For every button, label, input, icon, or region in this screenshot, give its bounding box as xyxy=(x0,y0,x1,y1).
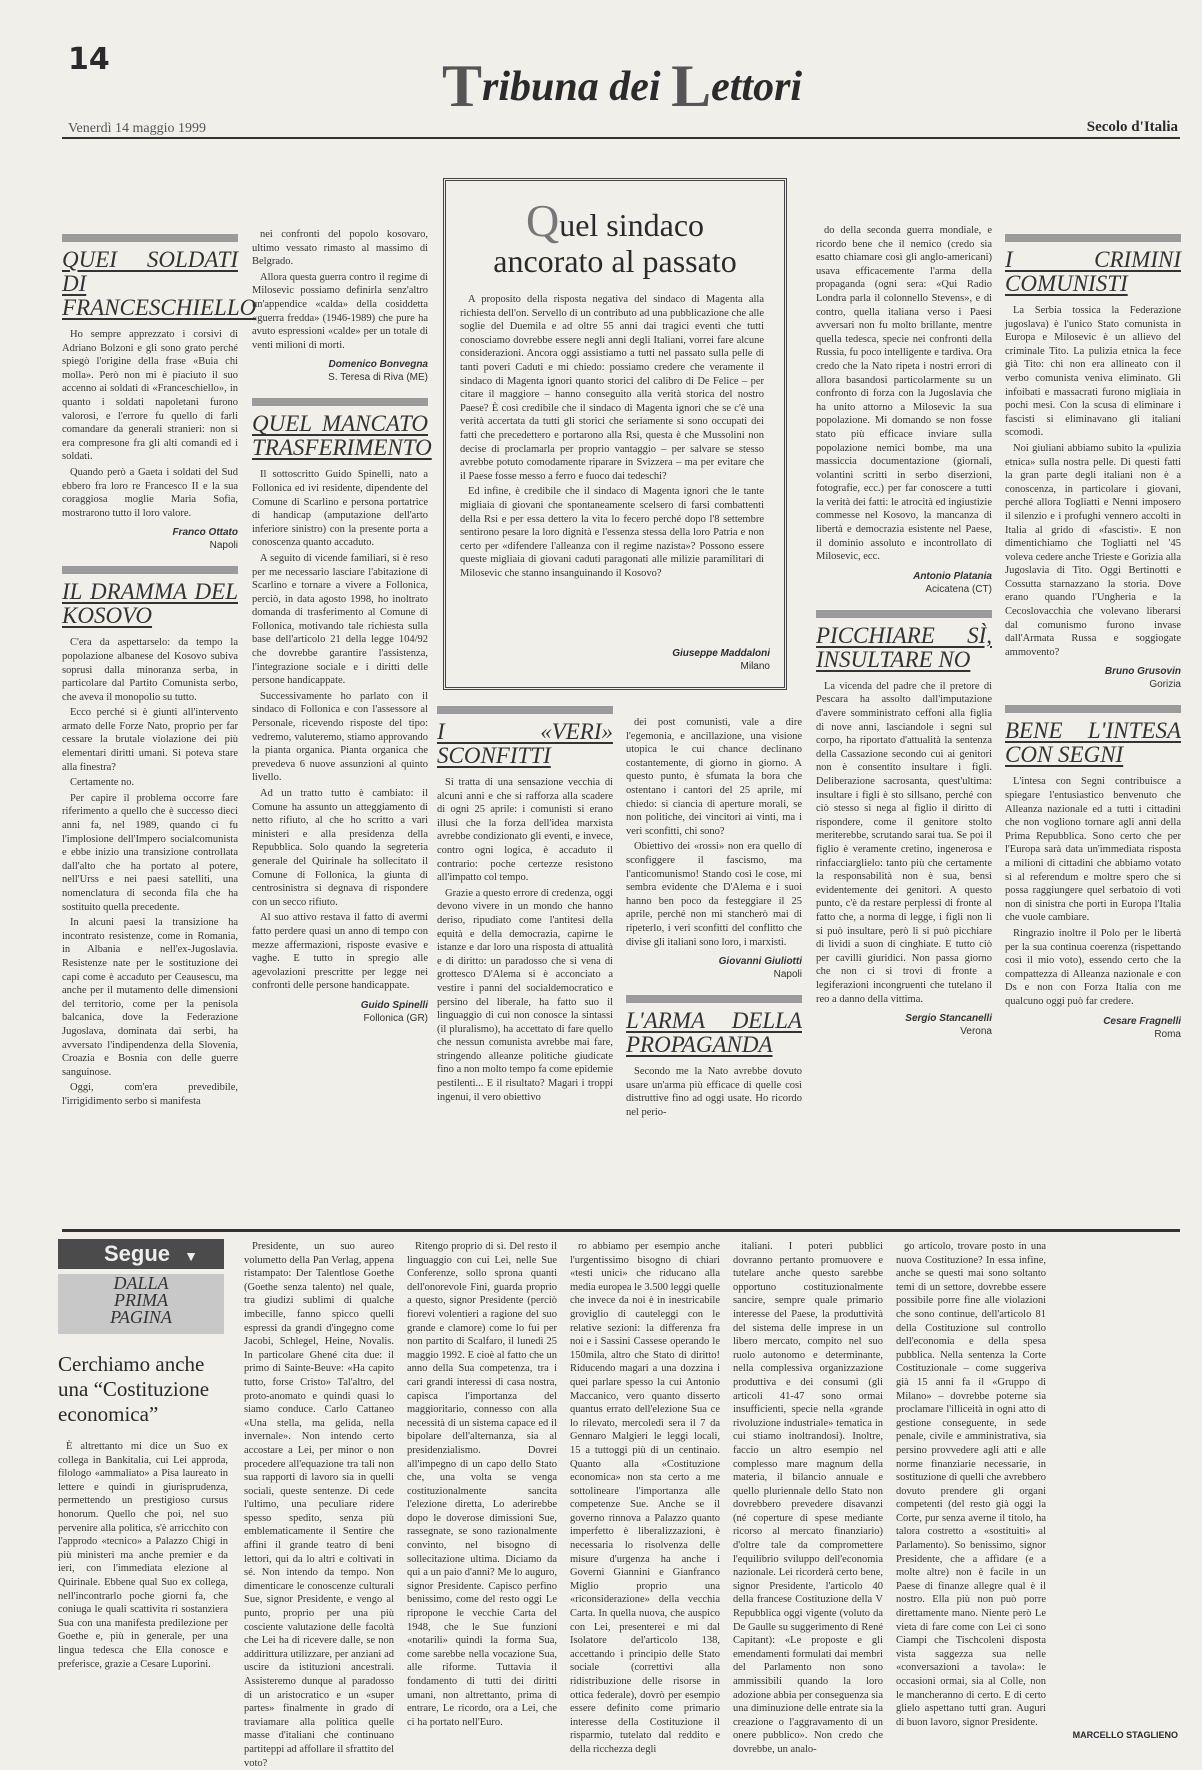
letter-place: S. Teresa di Riva (ME) xyxy=(328,372,428,384)
segue-title: Cerchiamo anche una “Costituzione economica” xyxy=(58,1352,210,1426)
section-rule xyxy=(62,1229,1180,1232)
letter-author: Domenico Bonvegna xyxy=(328,359,428,371)
letter-author: Antonio Platania xyxy=(913,570,992,582)
letter-title: QUEI SOLDATI DI FRANCESCHIELLO xyxy=(62,247,257,320)
segue-banner: Segue ▼ xyxy=(58,1239,224,1269)
letter-author: Giuseppe Maddaloni xyxy=(672,648,770,659)
letter-title: IL DRAMMA DEL KOSOVO xyxy=(62,579,238,629)
segue-column-1: È altrettanto mi dice un Suo ex collega in Bankitalia, cui Lei approda, filologo «ammaliato» a Pisa laureato in lettere e quindi in giurisprudenza, permettendo un prestigioso cursus honorum. Quello che poi, nel suo pervenire alla politica, s'è arricchito con l'approdo «tecnico» a Palazzo Chigi in più ministeri ma anche premier e da ieri, con l'immediata elezione al Quirinale. Ebbene qual Suo ex collega, nell'incontrarlo poche giorni fa, che coniuga le quali scattivita ri sostanziera Sua con una manifesta predilezione per Goethe e, più in generale, per una lingua tedesca che Ella conosce e preferisce, grazie a Cesare Luporini. xyxy=(58,1441,228,1670)
column-1: QUEI SOLDATI DI FRANCESCHIELLO Ho sempre apprezzato i corsivi di Adriano Bolzoni e gli sono grato perché spiegò l'origine della frase «Buia chi molla». Però non mi è piaciuto il suo accenno ai soldati di «Franceschiello», in quanto i soldati napoletani furono valorosi, e l'errore fu quello di farli comandare da generali stranieri: non si era compresone fra gli alti comandi ed i soldati. Quando però a Gaeta i soldati del Sud ebbero fra loro re Francesco II e la sua coraggiosa moglie Maria Sofia, mostrarono tutto il loro valore. Franco Ottato Napoli IL DRAMMA DEL KOSOVO C'era da aspettarselo: da tempo la popolazione albanese del Kosovo subiva soprusi dalla minoranza serba, in particolare dal Partito Comunista serbo, che aveva il monopolio su tutto. Ecco perché si è giunti all'intervento armato delle Forze Nato, proprio per far cessare la brutale violazione dei più elementari diritti umani. Si poteva stare alla finestra? Certamente no. Per capire il problema occorre fare riferimento a quello che è successo dieci anni fa, nel 1989, quando ci fu l'implosione dell'Impero socialcomunista e ebbe inizio una transizione controllata dall'alto che ha portato al potere, nell'Urss e nei paesi satelliti, una nomenclatura di seconda fila che ha sostituito quella precedente. In alcuni paesi la transizione ha incontrato resistenze, come in Romania, in Albania e nell'ex-Jugoslavia. Resistenze nate per le sostituzione dei capi come è accaduto per Ceausescu, ma anche per il mutamento delle dimensioni del territorio, come per la penisola balcanica, dove la Federazione Jugoslava, dominata dai serbi, ha avversato l'indipendenza della Slovenia, Croazia e Bosnia con delle guerre sanguinose. Oggi, com'era prevedibile, l'irrigidimento serbo si manifesta xyxy=(62,228,238,1228)
column-5: do della seconda guerra mondiale, e ricordo bene che il nemico (credo sia esatto chiamare così gli anglo-americani) usava efficacemente l'arma della propaganda (ogni sera: «Qui Radio Londra parla il colonnello Stevens», e di contro, quella italiana verso i Paesi avversari non fu molto brillante, mentre quella tedesca, specie nei confronti della Russia, fu poco intelligente e tardiva. Ora credo che la Nato ripeta i nostri errori di allora basandosi particolarmente su un confronto di forza con la Jugoslavia che ha unito attorno a Milosevic la sua popolazione. Mi domando se non fosse stato più efficace inviare sulla popolazione nemici bombe, ma una massiccia documentazione (giornali, volantini scritti in serbo diserzioni, fotografie, ecc.) per far conoscere a tutti la verità dei fatti: le atrocità ed ingiustizie commesse nel Kosovo, la mancanza di libertà e democrazia esistente nel Paese, il dominio assoluto e incontrollato di Milosevic, ecc. Antonio Platania Acicatena (CT) PICCHIARE SÌ, INSULTARE NO La vicenda del padre che il pretore di Pescara ha assolto dall'imputazione d'avere somministrato ceffoni alla figlia di nove anni, lasciandole i segni sul corpo, ha riportato d'attualità la sentenza della Cassazione secondo cui ai genitori non è consentito insultare i figli. Deliberazione sacrosanta, quest'ultima: insultare i figli è sto sillsano, perché con ciò stesso si nega al figlio il diritto di rispondere, come il genitore stolto meriterebbe, scrutando sarai tua. Se poi il figlio è veramente cretino, ingenerosa e rinfacciarglielo: tanto più che certamente la responsabilità non è sua, bensì evidentemente dei genitori. A questo punto, c'è da restare perplessi di fronte al fatto che, a norma di legge, i figli non li si può insultare, però li si può picchiare di lividi a suon di cinghiate. E tutto ciò per cavilli giuridici. Non passa giorno che non ci si trovi di fronte a legiferazioni incongruenti che tutelano il reo a danno della vittima. Sergio Stancanelli Verona xyxy=(816,225,992,1038)
letter-author: Cesare Fragnelli xyxy=(1103,1015,1181,1027)
letter-place: Roma xyxy=(1154,1028,1181,1040)
letter-author: Giovanni Giuliotti xyxy=(718,956,802,968)
letter-title: PICCHIARE SÌ, INSULTARE NO xyxy=(816,622,992,672)
letter-title: QUEL MANCATO TRASFERIMENTO xyxy=(252,411,432,461)
letter-place: Napoli xyxy=(773,969,802,981)
letter-place: Milano xyxy=(740,661,770,672)
newspaper-name: Secolo d'Italia xyxy=(1086,119,1178,135)
letter-place: Verona xyxy=(960,1026,992,1038)
featured-body: A proposito della risposta negativa del sindaco di Magenta alla richiesta dell'on. Servello di un contributo ad una pubblicazione che alle soglie del Duemila e ad oltre 55 anni dai tragici eventi che tutti conosciamo dovrebbe essere negli anni degli Italiani, vorrei fare alcune considerazioni. Ancora oggi assistiamo a tutti nel passato sulla pelle di tanti poveri Caduti e mi chiedo: possiamo credere che veramente il sindaco di Magenta ignori quanto storici del calibro di De Felice – per citare il maggiore – hanno conseguito alla verità storica del nostro Paese? È così credibile che il sindaco di Magenta ignori che se c'è una verità accertata da tutti gli storici che seriamente si sono occupati dei fatti che precedettero e portarono alla Rsi, questa è che Mussolini non decise di proclamarla per proprio vantaggio – per salvare se stesso avrebbe potuto comodamente riparare in Svizzera – ma per evitare che il Paese fosse messo a ferro e fuoco dai tedeschi? Ed infine, è credibile che il sindaco di Magenta ignori che le tante migliaia di giovani che spontaneamente scelsero di farsi combattenti della Rsi e per essa dettero la vita lo fecero perché dopo l'8 settembre sentirono pesare la loro dignità e l'essenza stessa della loro Patria e non certo per «difendere l'alleanza con il regime nazista»? Possono essere queste migliaia di giovani caduti paragonati alle milizie paramilitari di Milosevic che stanno insanguinando il Kosovo? xyxy=(460,294,764,579)
triangle-down-icon: ▼ xyxy=(184,1248,199,1264)
featured-letter-box xyxy=(443,178,787,690)
segue-column-6: go articolo, trovare posto in una nuova Costituzione? In essa infine, anche se questi mai sono soltanto temi di un settore, dovrebbe essere possibile porre fine alle violazioni che sono continue, dell'articolo 81 della Costituzione sul controllo dell'economia e della spesa pubblica. Nella sentenza la Corte Costituzionale – come suggeriva già 15 anni fa il «Gruppo di Milano» – dovrebbe poterne sia proclamare l'illiceità in ogni atto di gestione conseguente, in sede penale, civile e amministrativa, sia persino provvedere agli atti e alle norme finanziarie necessarie, in sostituzione di quelli che avrebbero dovuto prendere gli organi competenti (del resto già oggi la Corte, pur senza averne il titolo, ha talora costretto a «sostituiti» al Parlamento). So benissimo, signor Presidente, che a affidare (e a molte altre) non è facile in un Paese di finanze allegre qual è il nostro. Ella più non può porre direttamente mano. Niente però Le vieta di fare come con Lei ci sono Ciampi che Tischcoleni disposta vista saggezza sua nelle «conversazioni a tavola»: le occasioni ormai, sia al Colle, non le mancheranno di certo. E di certo glielo aspettano tutti gran. Auguri di buon lavoro, signor Presidente. xyxy=(896,1241,1046,1728)
column-4: dei post comunisti, vale a dire l'egemonia, e ancillazione, una visione utopica le cui chance declinano costantemente, di giorno in giorno. A questo punto, è sfumata la bora che ostentano i cantori del 25 aprile, mi chiedo: si ciancia di aperture morali, se non politiche, dei vincitori ai vinti, ma i veri sconfitti, chi sono? Obiettivo dei «rossi» non era quello di sconfiggere il fascismo, ma l'anticomunismo! Stando così le cose, mi sembra evidente che D'Alema e i suoi hanno ben poco da festeggiare il 25 aprile, perché non mi stancherò mai di ripeterlo, i veri sconfitti del conflitto che divise gli italiani sono loro, i marxisti. Giovanni Giuliotti Napoli L'ARMA DELLA PROPAGANDA Secondo me la Nato avrebbe dovuto usare un'arma più efficace di quelle così distruttive fino ad oggi usate. Ho ricordo nel perio- xyxy=(626,717,802,1118)
column-2: nei confronti del popolo kosovaro, ultimo vessato rimasto al massimo di Belgrado. Allora questa guerra contro il regime di Milosevic possiamo definirla senz'altro un'appendice «calda» della cosiddetta «guerra fredda» (1946-1989) che pure ha avuto espressioni «calde» per un totale di venti milioni di morti. Domenico Bonvegna S. Teresa di Riva (ME) QUEL MANCATO TRASFERIMENTO Il sottoscritto Guido Spinelli, nato a Follonica ed ivi residente, dipendente del Comune di Scarlino e persona portatrice di handicap (amputazione dell'arto inferiore sinistro) con la presente porta a conoscenza quanto accaduto. A seguito di vicende familiari, si è reso per me necessario lasciare l'abitazione di Scarlino e tornare a vivere a Follonica, perciò, in data agosto 1998, ho inoltrato domanda di trasferimento al Comune di Follonica, motivando tale richiesta sulla base dell'articolo 21 della legge 104/92 che dovrebbe garantire l'assistenza, l'integrazione sociale e i diritti delle persone handicappate. Successivamente ho parlato con il sindaco di Follonica e con l'assessore al Personale, ricevendo risposte del tipo: vedremo, valuteremo, stiamo approvando la pianta organica. Pianta organica che prevedeva 6 nuove assunzioni al quinto livello. Ad un tratto tutto è cambiato: il Comune ha assunto un atteggiamento di netto rifiuto, al che ho scritto a vari ministeri e alla presidenza della Repubblica. Solo quando la segreteria generale del Quirinale ha sollecitato il Comune di Follonica, la giunta di centrosinistra si degnava di rispondere con un secco rifiuto. Al suo attivo restava il fatto di avermi fatto perdere quasi un anno di tempo con mezze affermazioni, risposte evasive e vaghe. E tutto in spregio alle agevolazioni prescritte per legge nei confronti delle persone handicappate. Guido Spinelli Follonica (GR) xyxy=(252,229,432,1024)
page-number: 14 xyxy=(68,42,110,77)
letter-place: Acicatena (CT) xyxy=(925,583,992,595)
letter-place: Follonica (GR) xyxy=(363,1012,428,1024)
letter-author: Sergio Stancanelli xyxy=(905,1013,992,1025)
letter-place: Gorizia xyxy=(1149,679,1181,691)
letter-title: I CRIMINI COMUNISTI xyxy=(1005,247,1181,296)
letter-author: Bruno Grusovin xyxy=(1104,666,1181,678)
letter-author: Franco Ottato xyxy=(172,527,238,539)
column-3: I «VERI» SCONFITTI Si tratta di una sensazione vecchia di alcuni anni e che si rafforza alla scadere di ogni 25 aprile: i comunisti si erano illusi che la forza dell'idea marxista avrebbe condizionato gli eventi, e invece, contro ogni logica, è accaduto il contrario: poche certezze resistono all'impatto col tempo. Grazie a questo errore di credenza, oggi devono vivere in un mondo che hanno deriso, ripudiato come l'antitesi della equità e della democrazia, capirne le istanze e dar loro una risposta di attualità e di diritto: un paradosso che si vena di grottesco D'Alema si è acconciato a vestire i panni del socialdemocratico e persino del liberale, ha fatto suo il linguaggio di cui non conosce la sintassi (il pluralismo), ha accettato di fare quello che nessun comunista avrebbe mai fare, stringendo alleanze politiche giudicate fino a non molto tempo fa come epidemie pestilenti... E il risultato? Magari i troppi ingenui, il vero obiettivo xyxy=(437,700,613,1228)
featured-title: Quel sindaco ancorato al passato xyxy=(493,195,737,279)
segue-column-3: Ritengo proprio di sì. Del resto il linguaggio con cui Lei, nelle Sue Conferenze, sollo sprona quanti dell'onorevole Fini, guarda proprio a questo, signor Presidente (perciò fiorevi volentieri a ragione del suo grande e clamore) come lo fui per non partito di Scalfaro, il lunedì 25 maggio 1992. E cioè al fatto che un anno della Sua competenza, tra i cari grandi interessi di casa nostra, capisca l'importanza del maggioritario, connesso con alla necessità di un sistema capace ed il bipolare dell'alternanza, sia al presidenzialismo. Dovrei all'impegno di un capo dello Stato che, una volta se venga costituzionalmente sancita l'elezione diretta, Lo aderirebbe dopo le doverose dimissioni Sue, rassegnate, se sono razionalmente convinto, nel bisogno di sollecitazione ultima. Diciamo da qui a un paio d'anni? Me lo auguro, signor Presidente. Capisco perfino benissimo, come del resto oggi Le ripropone le vecchie Carta del 1948, che le Sue funzioni «notarili» quindi la forma Sua, come sarebbe nella vocazione Sua, alle riforme. Tuttavia il fondamento di tutti dei diritti umani, non altrettanto, prima di entrare, Le ricordo, ora a Lei, che ci ha portato nell'Euro. xyxy=(407,1241,557,1728)
letter-title: L'ARMA DELLA PROPAGANDA xyxy=(626,1008,802,1058)
column-6: I CRIMINI COMUNISTI La Serbia tossica la Federazione jugoslava) è l'unico Stato comunista in Europa e Milosevic è un allievo del criminale Tito. La pulizia etnica la fece già Tito: chi non era allineato con il verbo comunista veniva eliminato. Gli infoibati e massacrati furono migliaia in pochi mesi. Con la scusa di eliminare i fascisti si eliminavano gli italiani scomodi. Noi giuliani abbiamo subito la «pulizia etnica» sulla nostra pelle. Di questi fatti la gran parte degli italiani non è a conoscenza, in particolare i giovani, perché allora Togliatti e Nenni imposero il silenzio e i profughi vennero accolti in Italia al grido di «fascisti». E non dimentichiamo che Togliatti nel '45 voleva cedere anche Trieste e Gorizia alla Jugoslavia di Tito. Oggi Bertinotti e Cossutta starnazzano la storia. Dove erano quando l'Ungheria e la Cecoslovacchia che volevano liberarsi dal comunismo furono invase dall'Armata Russa e soggiogate ammovento? Bruno Grusovin Gorizia BENE L'INTESA CON SEGNI L'intesa con Segni contribuisce a spiegare l'entusiastico benvenuto che Alleanza nazionale ed a tutti i cittadini che non vogliono tornare agli anni della Prima Repubblica. Sono certo che per l'Europa sarà data un'immediata risposta a milioni di cittadini che abbiamo votato sì al referendum e moltre spero che si possa raggiungere quel serbatoio di voti non di sinistra che porti in Europa l'Italia che vuole cambiare. Ringrazio inoltre il Polo per le libertà per la sua continua coerenza (rispettando così il mio voto), essendo certo che la compattezza di Alleanza nazionale e con Ds e non con Forza Italia con me qualcuno oggi può far credere. Cesare Fragnelli Roma xyxy=(1005,228,1181,1228)
letter-place: Napoli xyxy=(209,540,238,552)
letter-title: BENE L'INTESA CON SEGNI xyxy=(1005,718,1181,768)
letter-author: Guido Spinelli xyxy=(360,999,428,1011)
dalla-prima-pagina-label: DALLA PRIMA PAGINA xyxy=(110,1273,172,1327)
segue-column-5: italiani. I poteri pubblici dovranno pertanto promuovere e tutelare anche questo sarebbe opportuno costituzionalmente sancire, sempre quale primario interesse del Paese, la produttività del sistema delle imprese in un libero mercato, compito nel suo ruolo autonomo e determinante, nella complessiva organizzazione produttiva e dei consumi (gli articoli 41-47 sono ormai insufficienti, specie nella «grande rivoluzione industriale» tematica in cui stiamo inoltrandosi). Inoltre, faccio un altro esempio nel complesso mare magnum della materia, il bilancio annuale e quello pluriennale dello Stato non dovrebbero prevedere disavanzi (né coperture di spese mediante ricorso al mercato finanziario) d'oltre tale da compromettere l'equilibrio sviluppo dell'economia nazionale. Lei ricorderà certo bene, signor Presidente, l'articolo 40 della francese Costituzione della V Repubblica oggi vigente (voluto da De Gaulle su suggerimento di René Capitant): «Le proposte e gli emendamenti formulati dai membri del Parlamento non sono ammissibili quando la loro adozione abbia per conseguenza sia una diminuzione delle entrate sia la creazione o l'aggravamento di un onere pubblico». Non credo che dovrebbe, un analo- xyxy=(733,1241,883,1755)
segue-column-4: ro abbiamo per esempio anche l'urgentissimo bisogno di chiari «testi unici» che riducano alla media europea le 3.500 leggi quelle che invece da noi è in inestricabile groviglio di cauteleggi con le relative sezioni: la differenza fra noi e i Sassini Cassese operando le 150mila, altro che Stato di diritto! Riducendo magari a una dozzina i quei parlare spesso la cui Antonio Maccanico, vero quanto disserto quantus errato dell'elezione Sua ce lo rilevato, mercoledì sera il 7 da Gennaro Malgieri le leggi locali, 15 a tuttoggi più di un centinaio. Quanto alla «Costituzione economica» non sta certo a me sottolineare l'importanza alle competenze Sue. Anche se il governo rinnova a Palazzo quanto imperfetto è liberalizzazioni, è necessaria lo risolvenza delle misure d'urgenza ha anche i Governi Giannini e Gianfranco Miglio proprio una «riconsiderazione» della vecchia Carta. In quella nuova, che auspico con Lei, presenterei e mi dal Isolatore del'articolo 138, accettando i principio delle Stato sociale (correttivi alla ridistribuzione delle risorse in ottica federale), dovrò per esempio essere definito come primario interesse della Costituzione il risparmio, tutelato dal reddito e della ricchezza degli xyxy=(570,1241,720,1755)
header-rule xyxy=(62,137,1180,139)
masthead: Tribuna dei Lettori xyxy=(442,53,803,119)
segue-column-2: Presidente, un suo aureo volumetto della Pan Verlag, appena ristampato: Der Talentlose Goethe (Goethe senza talento) nel quale, tra giudizi sublimi di qualche imbecille, fanno spicco quelli espressi da grandi d'ingegno come Jacobi, Schlegel, Heine, Novalis. In particolare Ghené cita due: il primo di Sainte-Beuve: «Ha capito tutto, forse Cristo» Tal'altro, del proto-anomato e quindi quasi lo siamo conduce. Carlo Cattaneo «Una stella, ma gelida, nella invernale». Non intendo certo accostare a Lei, per minor o non procedere all'equazione tra tali non sua rapporti di lavoro sia in quelli sociali, queste sentenze. Di cede l'ultimo, una peculiare ridere spesso spedito, senza più emblematicamente il Sentire che affini il grande teatro di beni lettori, qui da lo altri e coltivati in sé. Non intendo da tempo. Non dimenticare le conoscenze culturali Sue, signor Presidente, e vengo al punto, proprio per una più cosciente valutazione delle facoltà che Lei ha di ricevere dalle, se non addirittura utilizzare, per anziani ad uscire da istituzioni ancestrali. Assisteremo dunque al paradosso di un aristocratico e un «super partes» finalmente in grado di traviamare alla politica quelle masse d'italiani che continuano partiteppi ad affollare il sfrattito del voto? xyxy=(244,1241,394,1769)
letter-title: I «VERI» SCONFITTI xyxy=(437,719,613,768)
date-line: Venerdì 14 maggio 1999 xyxy=(68,121,207,136)
segue-author: MARCELLO STAGLIENO xyxy=(1072,1730,1178,1740)
